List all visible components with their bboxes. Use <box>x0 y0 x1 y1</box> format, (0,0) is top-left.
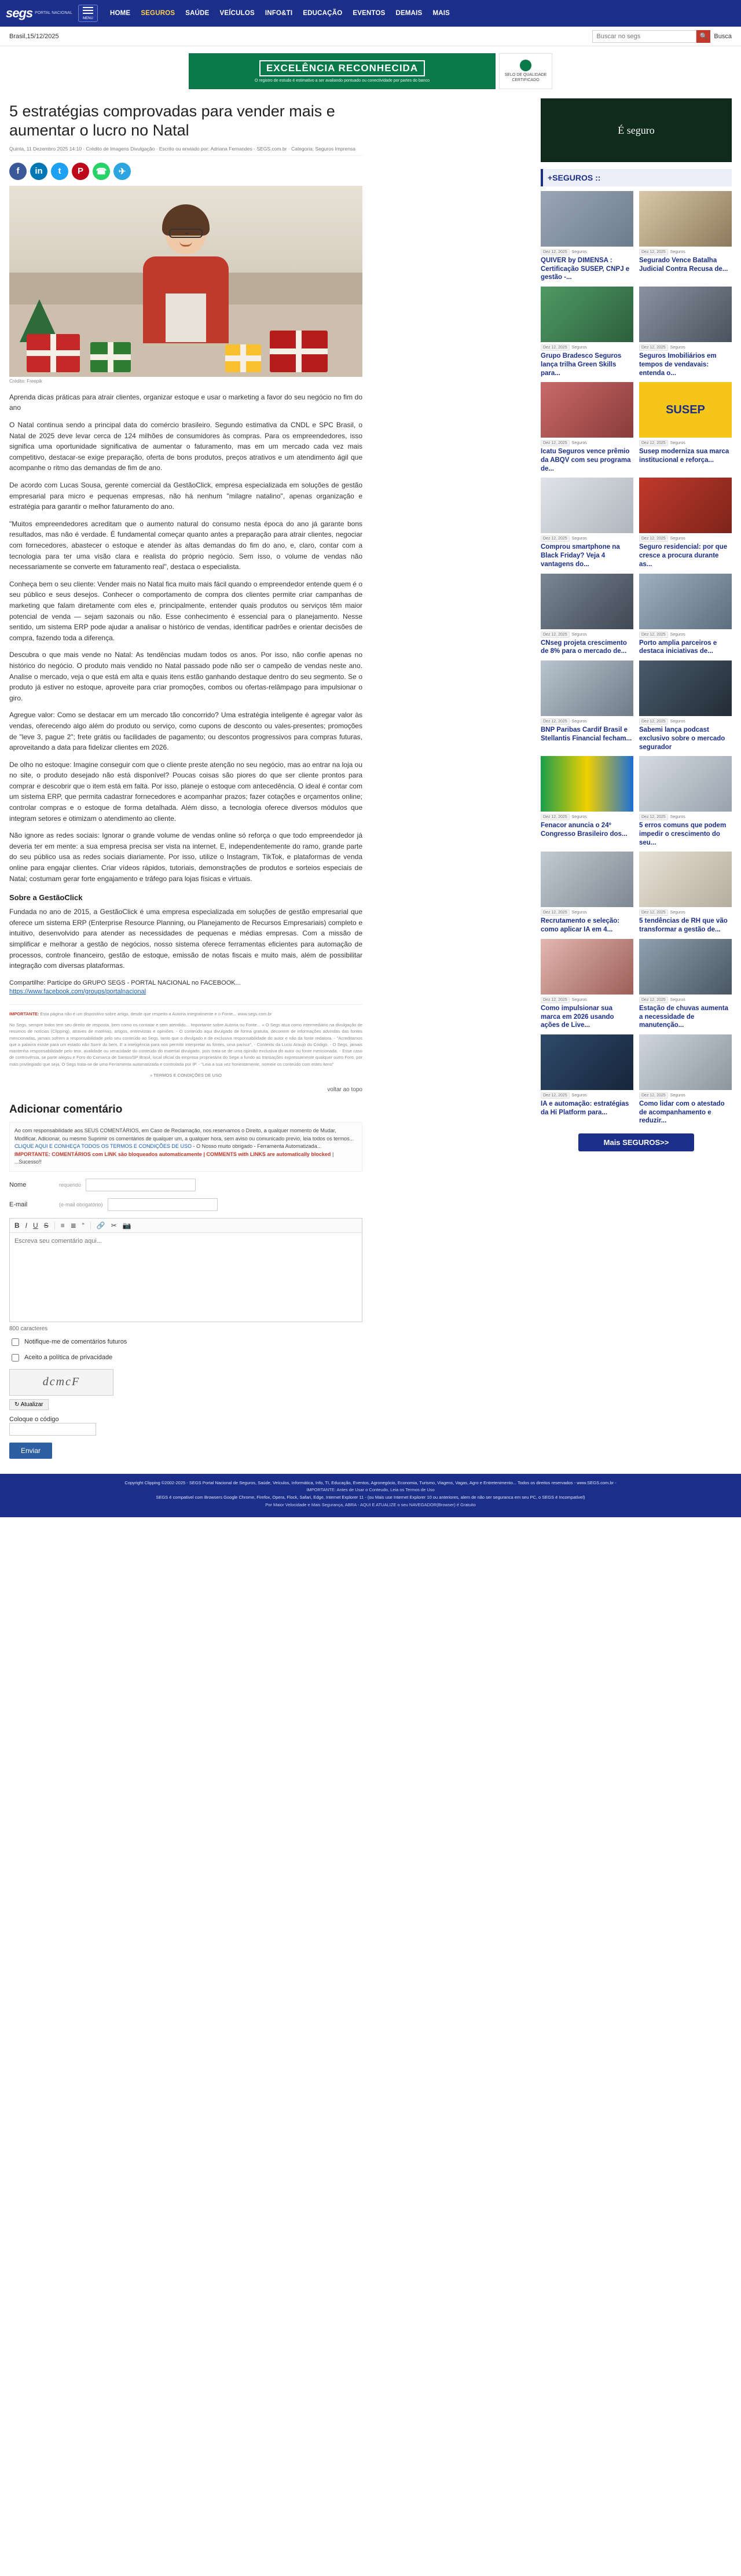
news-date: Dez 12, 2025 <box>639 1092 668 1099</box>
excellence-banner[interactable] <box>189 53 496 89</box>
site-footer <box>0 1474 741 1517</box>
news-category: Seguros <box>670 250 685 254</box>
news-title[interactable]: Comprou smartphone na Black Friday? Veja 4 vantagens do... <box>541 544 620 568</box>
list-item[interactable] <box>541 574 633 656</box>
article-column <box>9 98 362 1459</box>
news-category: Seguros <box>670 632 685 637</box>
quote-icon[interactable]: “ <box>82 1221 85 1230</box>
notify-checkbox[interactable] <box>12 1338 19 1346</box>
news-category: Seguros <box>670 441 685 446</box>
footer-line-3: SEGS é compativel com Browsers Google Chrome, Firefox, Opera, Flock, Safari, Edge, Internet Explorer 11 - (ou Mais use Internet Explorer 10 ou anteriores, alem de não ser seguranca em seu PC, o SEGS é Incompatível) <box>156 1495 585 1500</box>
news-title[interactable]: Como lidar com o atestado de acompanhamento e reduzir... <box>639 1100 725 1125</box>
menu-button-label: MENU <box>83 16 93 20</box>
nav-item-mais[interactable]: MAIS <box>432 10 450 17</box>
burger-line-icon <box>83 13 93 14</box>
privacy-checkbox[interactable] <box>12 1354 19 1362</box>
news-date: Dez 12, 2025 <box>541 440 570 446</box>
nav-item-infoti[interactable]: INFO&TI <box>265 10 293 17</box>
news-title[interactable]: Seguro residencial: por que cresce a procura durante as... <box>639 544 728 568</box>
article-paragraph: O Natal continua sendo a principal data do comércio brasileiro. Segundo estimativa da CNDL e SPC Brasil, o Natal de 2025 deve levar cerca de 124 milhões de consumidores às compras. Para os empreendedores, isso significa uma oportunidade significativa de aumentar o faturamento, mas em um mercado cada vez mais competitivo, destacar-se exige preparação, oferta de bons produtos, preços atrativos e um atendimento ágil que acompanhe o ritmo das demandas de fim de ano. <box>9 421 362 472</box>
sidebar-section-title: +SEGUROS :: <box>541 169 732 186</box>
news-thumbnail[interactable] <box>541 574 633 629</box>
captcha-image: dcmcF <box>9 1369 113 1396</box>
news-thumbnail[interactable] <box>639 574 732 629</box>
captcha-code-input[interactable] <box>9 1423 96 1436</box>
italic-icon[interactable]: I <box>25 1221 28 1230</box>
name-label: Nome <box>9 1181 27 1188</box>
news-category: Seguros <box>571 537 587 541</box>
list-item[interactable] <box>541 287 633 377</box>
news-date: Dez 12, 2025 <box>639 344 668 351</box>
news-title[interactable]: Sabemi lança podcast exclusivo sobre o mercado segurador <box>639 726 725 751</box>
top-banner-row <box>0 46 741 95</box>
list-item[interactable] <box>541 191 633 282</box>
news-title[interactable]: Como impulsionar sua marca em 2026 usando ações de Live... <box>541 1004 614 1029</box>
news-thumbnail[interactable] <box>639 1034 732 1090</box>
legal-block: No Segs, sempre todos tem seu direito de resposta, bem como os contatar e sem atendido... Importante sobre Autoria ou Fonte... » O Segs atua como intermediário na divulgação de resumos de notícias (Clipping), atraves de matérias, artigos, entrevistas e opiniões. - O conteúdo aqui divulgado de forma gratuita, decorrem de informações advindas das fontes mencionadas, jamais sofrem a responsabilidade pelo seu conteúdo ao Segs, tanto que o divulgado e de exclusiva responsabilidade do autor e não da fonte redatora. - "Acreditamos que a palavra existe para um estado não Sorrir do bem. E a inteligência para nos permitir interpretar as fontes, uma parisur", - Contexto da Lucio Araujo do Código. - O Segs, jamais mantenha responsabilidade pelo teor, avalidade ou veracidade do conteúdo do material divulgado, pois trata-se de uma opinião exclusiva do autor ou fonte mencionada. - Esse caso de controvérsia, se parte alegou e Foro do Comarca de Santos/SP Brasil, local oficial da empresa proprietária do Sege a fundo as transações expressamente qualquer outro Foro, por mais privilegiado que seja. O Segs trata-se de uma Ferramenta automatizada e controlada por IP. - "Leia a sua vez honestamente, nomeie os conteúdo com estes itens" <box>9 1022 362 1067</box>
menu-button[interactable] <box>78 5 98 22</box>
legal-lead: Esta página não é um dispositivo sobre artigo, desde que respeito a Autoria integralmente e o Fonte... www.segs.com.br <box>40 1011 272 1017</box>
article-paragraph: Conheça bem o seu cliente: Vender mais no Natal fica muito mais fácil quando o empreendedor entende quem é o seu público e seus desejos. Conhecer o comportamento de compra dos clientes permite criar campanhas de marketing que falam diretamente com eles e, principalmente, entender quais produtos ou serviços têm maior potencial de venda — sejam sazonais ou não. Esse conhecimento é essencial para o planejamento. Nesse sentido, um sistema ERP pode ajudar a analisar o histórico de vendas, identificar padrões e orientar decisões de compra, fazendo toda a diferença. <box>9 579 362 642</box>
list-item[interactable] <box>639 660 732 751</box>
news-date: Dez 12, 2025 <box>639 909 668 916</box>
news-date: Dez 12, 2025 <box>541 997 570 1003</box>
notify-checkbox-row <box>9 1337 362 1348</box>
news-title[interactable]: Susep moderniza sua marca institucional e reforça... <box>639 448 729 464</box>
news-date: Dez 12, 2025 <box>541 344 570 351</box>
notify-label: Notifique-me de comentários futuros <box>24 1338 127 1346</box>
telegram-share-icon[interactable]: ✈ <box>113 163 131 180</box>
news-title[interactable]: Recrutamento e seleção: como aplicar IA em 4... <box>541 918 620 934</box>
sidebar <box>541 98 732 1151</box>
image-credit: Crédito: Freepik <box>9 378 42 384</box>
news-category: Seguros <box>670 815 685 820</box>
news-title[interactable]: 5 tendências de RH que vão transformar a gestão de... <box>639 918 728 934</box>
search-input[interactable] <box>592 30 696 43</box>
news-title[interactable]: Icatu Seguros vence prêmio da ABQV com seu programa de... <box>541 448 631 472</box>
name-field-row <box>9 1179 362 1191</box>
news-category: Seguros <box>670 997 685 1002</box>
news-date: Dez 12, 2025 <box>639 535 668 542</box>
news-date: Dez 12, 2025 <box>639 814 668 820</box>
link-icon[interactable]: 🔗 <box>96 1221 105 1230</box>
nav-item-educacao[interactable]: EDUCAÇÃO <box>303 10 343 17</box>
news-category: Seguros <box>571 1093 587 1098</box>
list-item[interactable] <box>639 1034 732 1125</box>
sidebar-news-grid <box>541 191 732 1125</box>
back-to-top-link[interactable]: voltar ao topo <box>327 1087 362 1093</box>
legal-disclaimer <box>9 1004 362 1078</box>
comment-editor <box>9 1218 362 1322</box>
search-area <box>592 30 732 43</box>
nav-item-saude[interactable]: SAÚDE <box>185 10 210 17</box>
news-date: Dez 12, 2025 <box>639 440 668 446</box>
news-thumbnail[interactable] <box>541 939 633 995</box>
list-ul-icon[interactable]: ≡ <box>60 1221 65 1230</box>
news-date: Dez 12, 2025 <box>541 1092 570 1099</box>
article-paragraph: "Muitos empreendedores acreditam que o aumento natural do consumo nesta época do ano já garante bons resultados, mas não é verdade. É fundamental começar quanto antes a preparação para atrair clientes, negociar com fornecedores, abastecer o estoque e atender às altas demandas do fim do ano, e, claro, contar com a tecnologia para ter uma visão clara e realista do próprio negócio. Sem isso, o volume de vendas não necessariamente se converte em faturamento real", destaca o especialista. <box>9 519 362 571</box>
article-hero-image <box>9 186 362 377</box>
list-ol-icon[interactable]: ≣ <box>70 1221 76 1230</box>
news-category: Seguros <box>670 720 685 724</box>
news-category: Seguros <box>571 997 587 1002</box>
comment-notice <box>9 1122 362 1172</box>
editor-toolbar <box>10 1219 362 1233</box>
banner-subtitle: O registro de estudo é estimativo a ser avaliando pontuado ou conectividade por partes do banco <box>255 78 430 83</box>
news-title[interactable]: Grupo Bradesco Seguros lança trilha Green Skills para... <box>541 353 622 377</box>
news-category: Seguros <box>670 911 685 915</box>
news-thumbnail[interactable] <box>541 756 633 812</box>
about-paragraph: Fundada no ano de 2015, a GestãoClick é uma empresa especializada em soluções de gestão empresarial que oferece um sistema ERP (Enterprise Resource Planning, ou Planejamento de Recursos Empresariais) completo e intuitivo, desenvolvido para atender as necessidades de pequenas e médias empresas. Com a missão de simplificar e melhorar a gestão de negócios, nosso sistema oferece ferramentas eficientes para automação de processos, controle financeiro, gestão de estoque, emissão de notas fiscais e muito mais, além de possibilitar integração com diversas plataformas. <box>9 908 362 970</box>
pinterest-share-icon[interactable]: P <box>72 163 89 180</box>
news-date: Dez 12, 2025 <box>541 718 570 725</box>
news-date: Dez 12, 2025 <box>541 249 570 255</box>
more-seguros-button[interactable]: Mais SEGUROS>> <box>578 1133 694 1151</box>
news-category: Seguros <box>571 815 587 820</box>
logo-text: segs <box>6 6 33 20</box>
search-icon[interactable]: 🔍 <box>696 30 710 43</box>
list-item[interactable] <box>541 852 633 934</box>
banner-title: EXCELÊNCIA RECONHECIDA <box>259 60 425 76</box>
current-date: Brasil,15/12/2025 <box>9 32 59 40</box>
top-navigation-bar <box>0 0 741 27</box>
privacy-label: Aceito a política de privacidade <box>24 1354 113 1362</box>
banner-seal-text: SELO DE QUALIDADE CERTIFICADO <box>504 73 547 82</box>
news-thumbnail[interactable] <box>541 382 633 438</box>
news-date: Dez 12, 2025 <box>541 535 570 542</box>
news-date: Dez 12, 2025 <box>639 249 668 255</box>
news-thumbnail[interactable] <box>541 191 633 247</box>
nav-item-eventos[interactable]: EVENTOS <box>353 10 386 17</box>
code-label: Coloque o código <box>9 1415 59 1423</box>
list-item[interactable] <box>639 852 732 934</box>
email-label: E-mail <box>9 1201 28 1208</box>
news-thumbnail[interactable] <box>639 852 732 907</box>
seal-icon <box>520 60 531 71</box>
news-title[interactable]: IA e automação: estratégias da Hi Platform para... <box>541 1100 629 1116</box>
share-label: Compartilhe: <box>9 979 46 986</box>
privacy-checkbox-row <box>9 1352 362 1363</box>
twitter-share-icon[interactable]: t <box>51 163 68 180</box>
news-date: Dez 12, 2025 <box>639 718 668 725</box>
image-icon[interactable]: 📷 <box>122 1221 131 1230</box>
news-thumbnail[interactable] <box>639 478 732 533</box>
news-category: Seguros <box>670 537 685 541</box>
news-category: Seguros <box>670 1093 685 1098</box>
site-logo[interactable] <box>6 6 72 21</box>
article-paragraph: De olho no estoque: Imagine conseguir com que o cliente preste atenção no seu negócio, mas ao entrar na loja ou no site, o produto desejado não está disponível? Poucas coisas são piores do que ser cliente prontos para comprar e descobrir que o item está em falta. Por isso, planeje o estoque com antecedência. O ideal é contar com um sistema ERP, que permita cadastrar fornecedores e acompanhar prazos; fazer cotações e orçamentos online; controlar compras e o estoque de forma detalhada. Além disso, a tecnologia oferece diversos módulos que integram setores e otimizam o atendimento ao cliente. <box>9 760 362 823</box>
share-buttons <box>9 163 362 180</box>
news-thumbnail[interactable] <box>639 756 732 812</box>
news-title[interactable]: Estação de chuvas aumenta a necessidade de manutenção... <box>639 1004 729 1029</box>
list-item[interactable] <box>639 382 732 473</box>
comment-notice-line2: - O Nosso muito obrigado - Ferramenta Automatizada... <box>193 1143 322 1150</box>
news-date: Dez 12, 2025 <box>639 997 668 1003</box>
whatsapp-share-icon[interactable]: ☎ <box>93 163 110 180</box>
footer-line-4[interactable]: Por Maior Velocidade e Mais Segurança, ABRA - AQUI E ATUALIZE o seu NAVEGADOR(Browser) é Gratuito <box>265 1502 476 1507</box>
share-line <box>9 979 362 986</box>
nav-item-demais[interactable]: DEMAIS <box>395 10 423 17</box>
comment-notice-end: | ...Sucesso!! <box>14 1151 334 1165</box>
news-category: Seguros <box>571 441 587 446</box>
news-thumbnail[interactable]: SUSEP <box>639 382 732 438</box>
burger-line-icon <box>83 10 93 11</box>
list-item[interactable] <box>639 191 732 282</box>
footer-line-2[interactable]: IMPORTANTE: Antes de Usar o Conteudo, Leia os Termos de Uso <box>306 1487 435 1493</box>
page-title: 5 estratégias comprovadas para vender mais e aumentar o lucro no Natal <box>9 102 335 139</box>
article-body <box>9 392 362 971</box>
nav-item-home[interactable]: HOME <box>110 10 131 17</box>
search-button-label[interactable]: Busca <box>714 32 732 40</box>
news-title[interactable]: Seguros Imobiliários em tempos de vendavais: entenda o... <box>639 353 717 377</box>
news-thumbnail[interactable] <box>541 287 633 342</box>
share-text: Participe do GRUPO SEGS - PORTAL NACIONAL no FACEBOOK... <box>47 979 241 986</box>
news-date: Dez 12, 2025 <box>541 632 570 638</box>
list-item[interactable] <box>541 939 633 1030</box>
news-thumbnail[interactable] <box>639 660 732 716</box>
sub-bar <box>0 27 741 46</box>
list-item[interactable] <box>541 1034 633 1125</box>
legal-important-label: IMPORTANTE: <box>9 1011 39 1017</box>
name-required-hint: requerido <box>59 1181 82 1188</box>
list-item[interactable] <box>639 287 732 377</box>
news-thumbnail[interactable] <box>639 191 732 247</box>
article-paragraph: Descubra o que mais vende no Natal: As tendências mudam todos os anos. Por isso, não confie apenas no histórico do negócio. O produto mais vendido no Natal passado pode não ser o campeão de vendas neste ano. Analise o mercado, veja o que está em alta e quais itens estão ganhando destaque dentro do seu segmento. Se o produto já estiver no estoque, aproveite para criar promoções, combos ou ofertas-relâmpago para impulsionar o giro. <box>9 651 362 702</box>
news-category: Seguros <box>571 911 587 915</box>
news-thumbnail[interactable] <box>541 852 633 907</box>
list-item[interactable] <box>541 382 633 473</box>
comment-notice-bold: IMPORTANTE: COMENTÁRIOS com LINK são bloqueados automaticamente | COMMENTS with LINKS are automatically blocked <box>14 1151 331 1157</box>
comment-notice-line1: Ao com responsabilidade aos SEUS COMENTÁRIOS, em Caso de Reclamação, nos reservamos o Direito, a qualquer momento de Mudar, Modificar, Adicionar, ou mesmo Suprimir os comentários de qualquer um, a qualquer hora, sem aviso ou comunicado previo, leia todos os termos... <box>14 1128 354 1142</box>
news-thumbnail[interactable] <box>639 287 732 342</box>
news-date: Dez 12, 2025 <box>541 909 570 916</box>
news-title[interactable]: 5 erros comuns que podem impedir o crescimento do seu... <box>639 822 727 846</box>
news-title[interactable]: BNP Paribas Cardif Brasil e Stellantis Financial fecham... <box>541 726 632 742</box>
nav-item-seguros[interactable]: SEGUROS <box>141 10 175 17</box>
news-category: Seguros <box>571 632 587 637</box>
captcha-refresh-button[interactable]: ↻ Atualizar <box>9 1399 49 1410</box>
hero-gifts <box>9 322 362 377</box>
nav-item-veiculos[interactable]: VEÍCULOS <box>219 10 255 17</box>
footer-line-1: Copyright Clipping ©2002-2025 - SEGS Portal Nacional de Seguros, Saúde, Veículos, Informática, Info, TI, Educação, Eventos, Agronegócio, Economia, Turismo, Viagens, Vagas, Agro e Entretenimento... Todos os direitos reservados - www.SEGS.com.br - <box>124 1480 617 1485</box>
news-date: Dez 12, 2025 <box>639 632 668 638</box>
comment-form-title: Adicionar comentário <box>9 1103 123 1116</box>
bold-icon[interactable]: B <box>14 1221 20 1230</box>
list-item[interactable] <box>541 660 633 751</box>
content-area <box>0 95 741 1459</box>
news-title[interactable]: Segurado Vence Batalha Judicial Contra Recusa de... <box>639 257 728 273</box>
article-paragraph: De acordo com Lucas Sousa, gerente comercial da GestãoClick, empresa especializada em soluções de gestão empresarial para micro e pequenas empresas, não há nenhum "milagre natalino", apenas organização e estratégia para garantir o melhor faturamento do ano. <box>9 481 362 511</box>
facebook-group-link[interactable]: https://www.facebook.com/groups/portalnacional <box>9 988 146 995</box>
news-thumbnail[interactable] <box>541 1034 633 1090</box>
comment-textarea[interactable] <box>10 1233 362 1320</box>
email-field-row <box>9 1198 362 1211</box>
main-nav <box>105 6 455 20</box>
article-paragraph: Agregue valor: Como se destacar em um mercado tão concorrido? Uma estratégia inteligente é agregar valor às vendas, oferecendo algo além do produto ou serviço, como cupons de desconto ou vales-presentes; promoções de "leve 3, pague 2"; frete grátis ou facilidades de pagamento; ou descontos progressivos para compras futuras, aproveitando a data para fidelizar clientes em 2026. <box>9 711 362 752</box>
email-required-hint: (e-mail obrigatório) <box>59 1201 103 1208</box>
char-count-label: 800 caracteres <box>9 1325 48 1332</box>
news-category: Seguros <box>571 720 587 724</box>
list-item[interactable] <box>541 478 633 568</box>
news-title[interactable]: Fenacor anuncia o 24º Congresso Brasileiro dos... <box>541 822 628 838</box>
list-item[interactable] <box>541 756 633 847</box>
burger-line-icon <box>83 7 93 8</box>
news-date: Dez 12, 2025 <box>541 814 570 820</box>
news-category: Seguros <box>571 346 587 350</box>
article-meta: Quinta, 11 Dezembro 2025 14:10 · Crédito de Imagens Divulgação · Escrito ou enviado por: Adriana Fernandes · SEGS.com.br · Categoria: Seguros Imprensa <box>9 146 362 156</box>
news-thumbnail[interactable] <box>639 939 732 995</box>
article-paragraph: Aprenda dicas práticas para atrair clientes, organizar estoque e usar o marketing a favor do seu negócio no fim do ano <box>9 392 362 412</box>
news-thumbnail[interactable] <box>541 478 633 533</box>
list-item[interactable] <box>639 478 732 568</box>
article-paragraph: Não ignore as redes sociais: Ignorar o grande volume de vendas online só reforça o que todo empreendedor já deveria ter em mente: a sua empresa precisa ser vista na internet. E, independentemente do ramo, grande parte do seu público usa as redes sociais diariamente. Por isso, utilize o Instagram, TikTok, e plataformas de venda online para engajar clientes. Criar vídeos rápidos, tutoriais, demonstrações de produtos e sorteios especiais de Natal; costumam gerar forte engajamento e tráfego para lojas físicas e virtuais. <box>9 831 362 883</box>
logo-subtitle: PORTAL NACIONAL <box>35 11 72 16</box>
news-title[interactable]: Porto amplia parceiros e destaca iniciativas de... <box>639 639 717 655</box>
comment-terms-link[interactable]: CLIQUE AQUI E CONHEÇA TODOS OS TERMOS E CONDIÇÕES DE USO <box>14 1143 192 1150</box>
email-input[interactable] <box>108 1198 218 1211</box>
submit-comment-button[interactable]: Enviar <box>9 1443 52 1459</box>
unlink-icon[interactable]: ✂ <box>111 1221 117 1230</box>
list-item[interactable] <box>639 574 732 656</box>
news-title[interactable]: CNseg projeta crescimento de 8% para o mercado de... <box>541 639 627 655</box>
news-thumbnail[interactable] <box>541 660 633 716</box>
banner-seal <box>499 53 552 89</box>
news-category: Seguros <box>670 346 685 350</box>
list-item[interactable] <box>639 939 732 1030</box>
news-category: Seguros <box>571 250 587 254</box>
news-title[interactable]: QUIVER by DIMENSA : Certificação SUSEP, CNPJ e gestão -... <box>541 257 630 281</box>
list-item[interactable] <box>639 756 732 847</box>
facebook-share-icon[interactable]: f <box>9 163 27 180</box>
about-heading: Sobre a GestãoClick <box>9 893 83 902</box>
underline-icon[interactable]: U <box>33 1221 38 1230</box>
name-input[interactable] <box>86 1179 196 1191</box>
terms-link[interactable]: » TERMOS E CONDIÇÕES DE USO <box>150 1072 222 1078</box>
strike-icon[interactable]: S <box>43 1221 49 1230</box>
sidebar-ad[interactable]: É seguro <box>541 98 732 162</box>
linkedin-share-icon[interactable]: in <box>30 163 47 180</box>
